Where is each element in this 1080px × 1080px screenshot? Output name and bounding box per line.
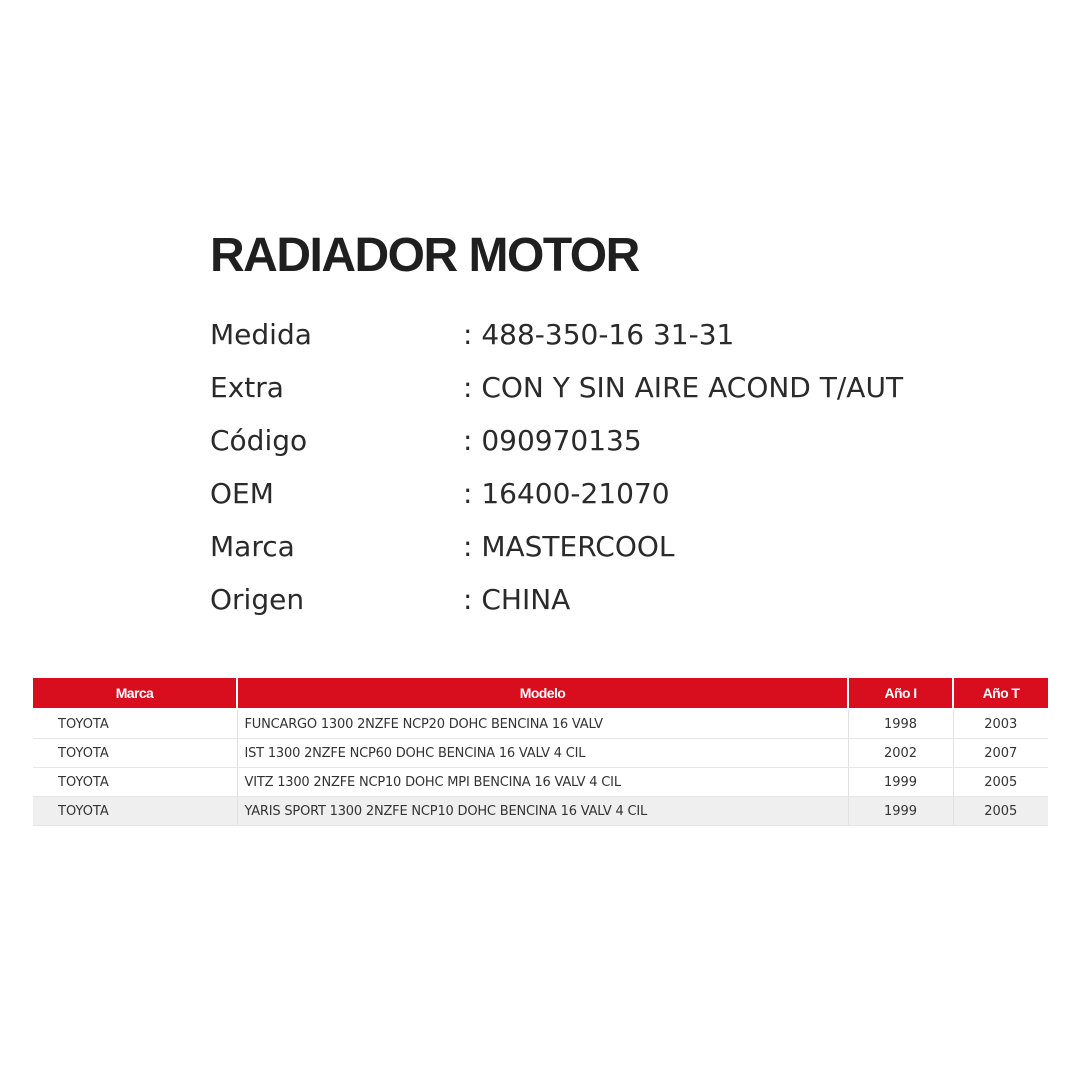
spec-row-extra xyxy=(210,361,910,414)
spec-row-codigo xyxy=(210,414,910,467)
cell-marca: TOYOTA xyxy=(33,739,237,768)
cell-modelo: FUNCARGO 1300 2NZFE NCP20 DOHC BENCINA 16 VALV xyxy=(237,709,848,739)
column-header-marca: Marca xyxy=(33,678,237,709)
column-header-ano-termino: Año T xyxy=(953,678,1048,709)
spec-value: : CHINA xyxy=(463,583,571,616)
cell-ano-termino: 2005 xyxy=(953,768,1048,797)
cell-ano-termino: 2005 xyxy=(953,797,1048,826)
spec-value: : 488-350-16 31-31 xyxy=(463,318,735,351)
cell-ano-termino: 2007 xyxy=(953,739,1048,768)
spec-label: Marca xyxy=(210,530,295,563)
cell-modelo: VITZ 1300 2NZFE NCP10 DOHC MPI BENCINA 16 VALV 4 CIL xyxy=(237,768,848,797)
cell-ano-inicio: 1998 xyxy=(848,709,953,739)
spec-value: : MASTERCOOL xyxy=(463,530,675,563)
cell-modelo: YARIS SPORT 1300 2NZFE NCP10 DOHC BENCINA 16 VALV 4 CIL xyxy=(237,797,848,826)
table-row xyxy=(33,739,1048,768)
spec-value: : CON Y SIN AIRE ACOND T/AUT xyxy=(463,371,904,404)
column-header-modelo: Modelo xyxy=(237,678,848,709)
spec-row-origen xyxy=(210,573,910,626)
cell-ano-inicio: 1999 xyxy=(848,768,953,797)
cell-modelo: IST 1300 2NZFE NCP60 DOHC BENCINA 16 VALV 4 CIL xyxy=(237,739,848,768)
spec-label: Medida xyxy=(210,318,312,351)
spec-label: Código xyxy=(210,424,308,457)
spec-value: : 16400-21070 xyxy=(463,477,670,510)
spec-label: Extra xyxy=(210,371,284,404)
table-row xyxy=(33,709,1048,739)
cell-ano-termino: 2003 xyxy=(953,709,1048,739)
column-header-ano-inicio: Año I xyxy=(848,678,953,709)
cell-ano-inicio: 2002 xyxy=(848,739,953,768)
product-title: RADIADOR MOTOR xyxy=(210,229,639,282)
cell-marca: TOYOTA xyxy=(33,797,237,826)
spec-list xyxy=(210,308,910,626)
table-row xyxy=(33,768,1048,797)
spec-row-oem xyxy=(210,467,910,520)
spec-row-medida xyxy=(210,308,910,361)
spec-row-marca xyxy=(210,520,910,573)
table-row xyxy=(33,797,1048,826)
cell-marca: TOYOTA xyxy=(33,768,237,797)
spec-value: : 090970135 xyxy=(463,424,642,457)
cell-marca: TOYOTA xyxy=(33,709,237,739)
spec-label: OEM xyxy=(210,477,274,510)
spec-label: Origen xyxy=(210,583,305,616)
table-header-row xyxy=(33,678,1048,709)
applications-table xyxy=(33,678,1048,826)
cell-ano-inicio: 1999 xyxy=(848,797,953,826)
